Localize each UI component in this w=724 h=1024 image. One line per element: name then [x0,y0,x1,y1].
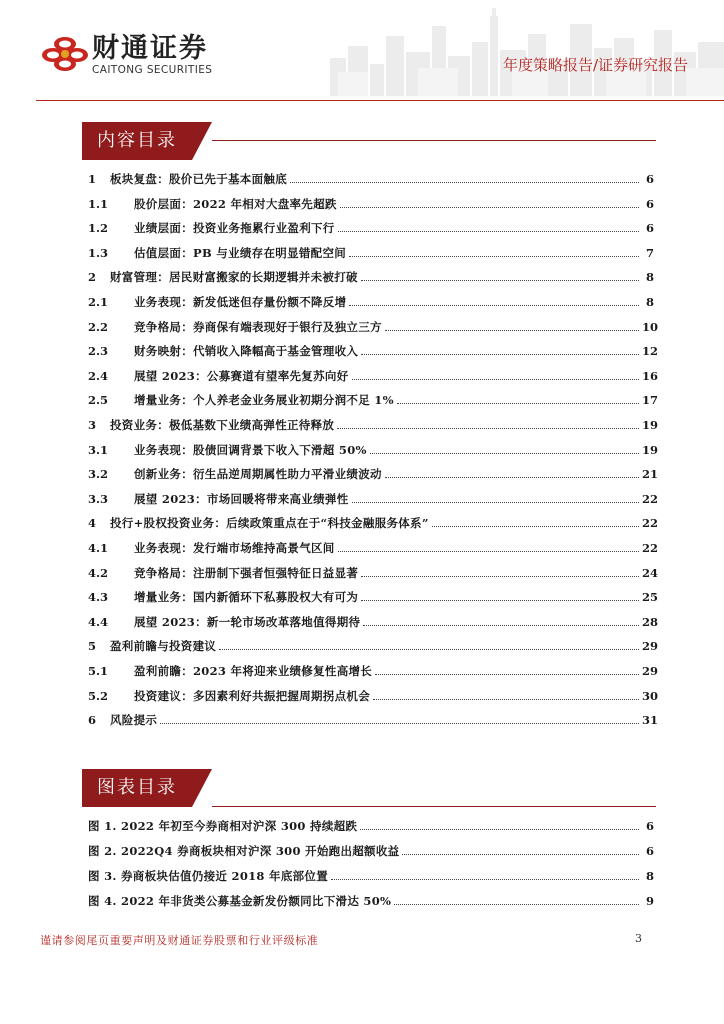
toc-entry-number: 4.4 [88,614,109,629]
toc-leader-dots [385,329,639,331]
toc-entry-page: 17 [642,393,659,408]
toc-entry-number: 4.2 [88,565,109,580]
toc-entry[interactable] [88,588,659,605]
toc-entry-number: 5.1 [88,664,109,678]
report-type-label: 年度策略报告/证券研究报告 [502,56,688,74]
toc-leader-dots [219,648,639,650]
toc-leader-dots [397,402,639,404]
toc-entry-page: 25 [642,590,659,605]
toc-entry[interactable] [88,244,654,260]
toc-entry-title: 投行+股权投资业务：后续政策重点在于“科技金融服务体系” [110,516,429,531]
toc-entry-page: 19 [642,442,659,457]
toc-entry-title: 业务表现：股债回调背景下收入下滑超 50% [134,442,367,457]
toc-entry-title: 财务映射：代销收入降幅高于基金管理收入 [134,344,359,359]
toc-leader-dots [363,624,639,626]
toc-leader-dots [352,501,639,503]
header-divider [36,100,724,101]
caitong-logo-icon [40,34,90,72]
figure-entry-title: 图 4. 2022 年非货类公募基金新发份额同比下滑达 50% [88,894,392,908]
toc-entry-page: 10 [642,319,659,334]
toc-entry[interactable] [88,391,659,408]
toc-leader-dots [361,599,639,601]
page-number: 3 [635,932,642,945]
toc-entry-page: 22 [642,516,659,531]
figure-entry-title: 图 2. 2022Q4 券商板块相对沪深 300 开始跑出超额收益 [88,844,400,858]
toc-entry[interactable] [88,465,659,482]
toc-leader-dots [361,353,639,355]
toc-entry-title: 财富管理：居民财富搬家的长期逻辑并未被打破 [110,270,358,285]
toc-leader-dots [349,304,639,306]
toc-entry-title: 展望 2023：公募赛道有望率先复苏向好 [134,368,349,383]
page-header [0,0,724,104]
toc-entry-page: 22 [642,541,659,555]
footer-disclaimer: 谨请参阅尾页重要声明及财通证券股票和行业评级标准 [40,934,319,947]
toc-entry-number: 3.3 [88,491,109,506]
city-skyline-decoration [330,6,724,96]
toc-entry-title: 竞争格局：注册制下强者恒强特征日益显著 [134,565,359,580]
toc-entry-title: 股价层面：2022 年相对大盘率先超跌 [134,196,337,211]
toc-leader-dots [160,722,639,724]
toc-entry-number: 4 [88,516,97,531]
toc-entry-title: 增量业务：国内新循环下私募股权大有可为 [134,590,359,605]
toc-entry-title: 展望 2023：新一轮市场改革落地值得期待 [134,614,361,629]
toc-leader-dots [373,698,639,700]
toc-entry-page: 29 [642,664,659,678]
toc-entry[interactable] [88,170,654,186]
toc-leader-dots [338,550,639,552]
toc-entry-page: 8 [645,270,654,285]
toc-leader-dots [432,525,639,527]
toc-entry-number: 1.3 [88,245,109,260]
toc-entry-number: 3.1 [88,442,109,457]
toc-entry-number: 2.3 [88,344,109,359]
toc-entry-page: 7 [645,245,654,260]
figure-entry[interactable] [88,892,654,908]
toc-entry[interactable] [88,564,659,580]
toc-entry-number: 5.2 [88,688,109,703]
toc-entry-title: 竞争格局：券商保有端表现好于银行及独立三方 [134,319,382,334]
toc-entry-title: 板块复盘：股价已先于基本面触底 [110,172,287,186]
figure-leader-dots [331,878,639,880]
brand-name-en: CAITONG SECURITIES [92,64,213,76]
figure-entry-page: 6 [645,819,654,833]
toc-entry-number: 5 [88,639,97,654]
toc-leader-dots [338,230,639,232]
toc-leader-dots [340,206,639,208]
toc-entry-number: 3 [88,418,97,432]
figure-entry-title: 图 3. 券商板块估值仍接近 2018 年底部位置 [88,869,329,883]
toc-entry[interactable] [88,514,659,531]
toc-entry[interactable] [88,195,654,211]
toc-entry[interactable] [88,367,659,383]
toc-entry-title: 业务表现：新发低迷但存量份额不降反增 [134,295,347,309]
toc-leader-dots [361,575,639,577]
toc-entry-title: 投资业务：极低基数下业绩高弹性正待释放 [110,418,335,432]
toc-entry-page: 6 [645,221,654,236]
toc-leader-dots [361,279,639,281]
figure-entry-page: 6 [645,844,654,858]
toc-entry-title: 风险提示 [110,713,158,728]
toc-leader-dots [375,673,639,675]
toc-entry[interactable] [88,219,654,235]
toc-entry-number: 1.2 [88,221,109,236]
toc-entry[interactable] [88,662,659,678]
toc-entry-page: 8 [645,295,654,309]
toc-entry[interactable] [88,687,659,703]
figure-entry-page: 8 [645,869,654,883]
toc-entry-title: 盈利前瞻：2023 年将迎来业绩修复性高增长 [134,664,373,678]
toc-entry[interactable] [88,490,659,506]
toc-leader-dots [370,452,639,454]
toc-leader-dots [349,255,639,257]
toc-entry[interactable] [88,539,659,555]
toc-entry-title: 盈利前瞻与投资建议 [110,639,217,654]
toc-entry-number: 2.5 [88,393,109,408]
toc-entry[interactable] [88,342,659,359]
toc-entry[interactable] [88,613,659,629]
toc-entry-number: 2 [88,270,97,285]
toc-entry[interactable] [88,416,659,432]
toc-entry-page: 28 [642,614,659,629]
figures-heading-rule [212,806,656,807]
figure-entry-page: 9 [645,894,654,908]
toc-entry-number: 1.1 [88,196,109,211]
toc-entry-page: 24 [642,565,659,580]
figure-entry[interactable] [88,842,654,858]
toc-entry-page: 19 [642,418,659,432]
toc-entry-page: 31 [642,713,659,728]
brand-name-cn: 财通证券 [92,33,208,64]
toc-leader-dots [352,378,639,380]
toc-entry-title: 展望 2023：市场回暖将带来高业绩弹性 [134,491,349,506]
toc-entry-page: 30 [642,688,659,703]
figures-heading-label: 图表目录 [97,777,177,798]
toc-entry-number: 2.2 [88,319,109,334]
toc-entry-number: 6 [88,713,97,728]
toc-heading-label: 内容目录 [97,130,177,151]
toc-entry-number: 1 [88,172,97,186]
toc-entry[interactable] [88,441,659,457]
toc-entry-page: 12 [642,344,659,359]
figure-entry[interactable] [88,817,654,833]
figure-leader-dots [394,903,639,905]
toc-entry-page: 16 [642,368,659,383]
figure-entry-title: 图 1. 2022 年初至今券商相对沪深 300 持续超跌 [88,819,358,833]
toc-entry-number: 2.4 [88,368,109,383]
figures-section-heading [82,769,212,807]
toc-leader-dots [290,181,639,183]
toc-entry-title: 投资建议：多因素利好共振把握周期拐点机会 [134,688,370,703]
toc-leader-dots [337,427,639,429]
toc-entry-number: 2.1 [88,295,109,309]
toc-entry[interactable] [88,318,659,334]
toc-entry-title: 业务表现：发行端市场维持高景气区间 [134,541,335,555]
toc-entry-title: 增量业务：个人养老金业务展业初期分润不足 1% [134,393,394,408]
figure-leader-dots [360,828,639,830]
figure-leader-dots [402,853,639,855]
toc-section-heading [82,122,212,160]
toc-entry-page: 29 [642,639,659,654]
toc-entry-title: 估值层面：PB 与业绩存在明显错配空间 [134,245,347,260]
toc-entry[interactable] [88,711,659,728]
toc-entry-page: 22 [642,491,659,506]
toc-entry-page: 6 [645,196,654,211]
toc-entry-page: 21 [642,467,659,482]
toc-entry[interactable] [88,268,654,284]
toc-entry[interactable] [88,637,659,654]
toc-entry-number: 3.2 [88,467,109,482]
toc-entry-title: 业绩层面：投资业务拖累行业盈利下行 [134,221,335,236]
toc-entry-number: 4.3 [88,590,109,605]
toc-entry-number: 4.1 [88,541,109,555]
toc-leader-dots [385,476,639,478]
toc-entry-title: 创新业务：衍生品逆周期属性助力平滑业绩波动 [134,467,382,482]
figure-entry[interactable] [88,867,654,883]
toc-entry[interactable] [88,293,654,309]
toc-heading-rule [212,140,656,141]
toc-entry-page: 6 [645,172,654,186]
